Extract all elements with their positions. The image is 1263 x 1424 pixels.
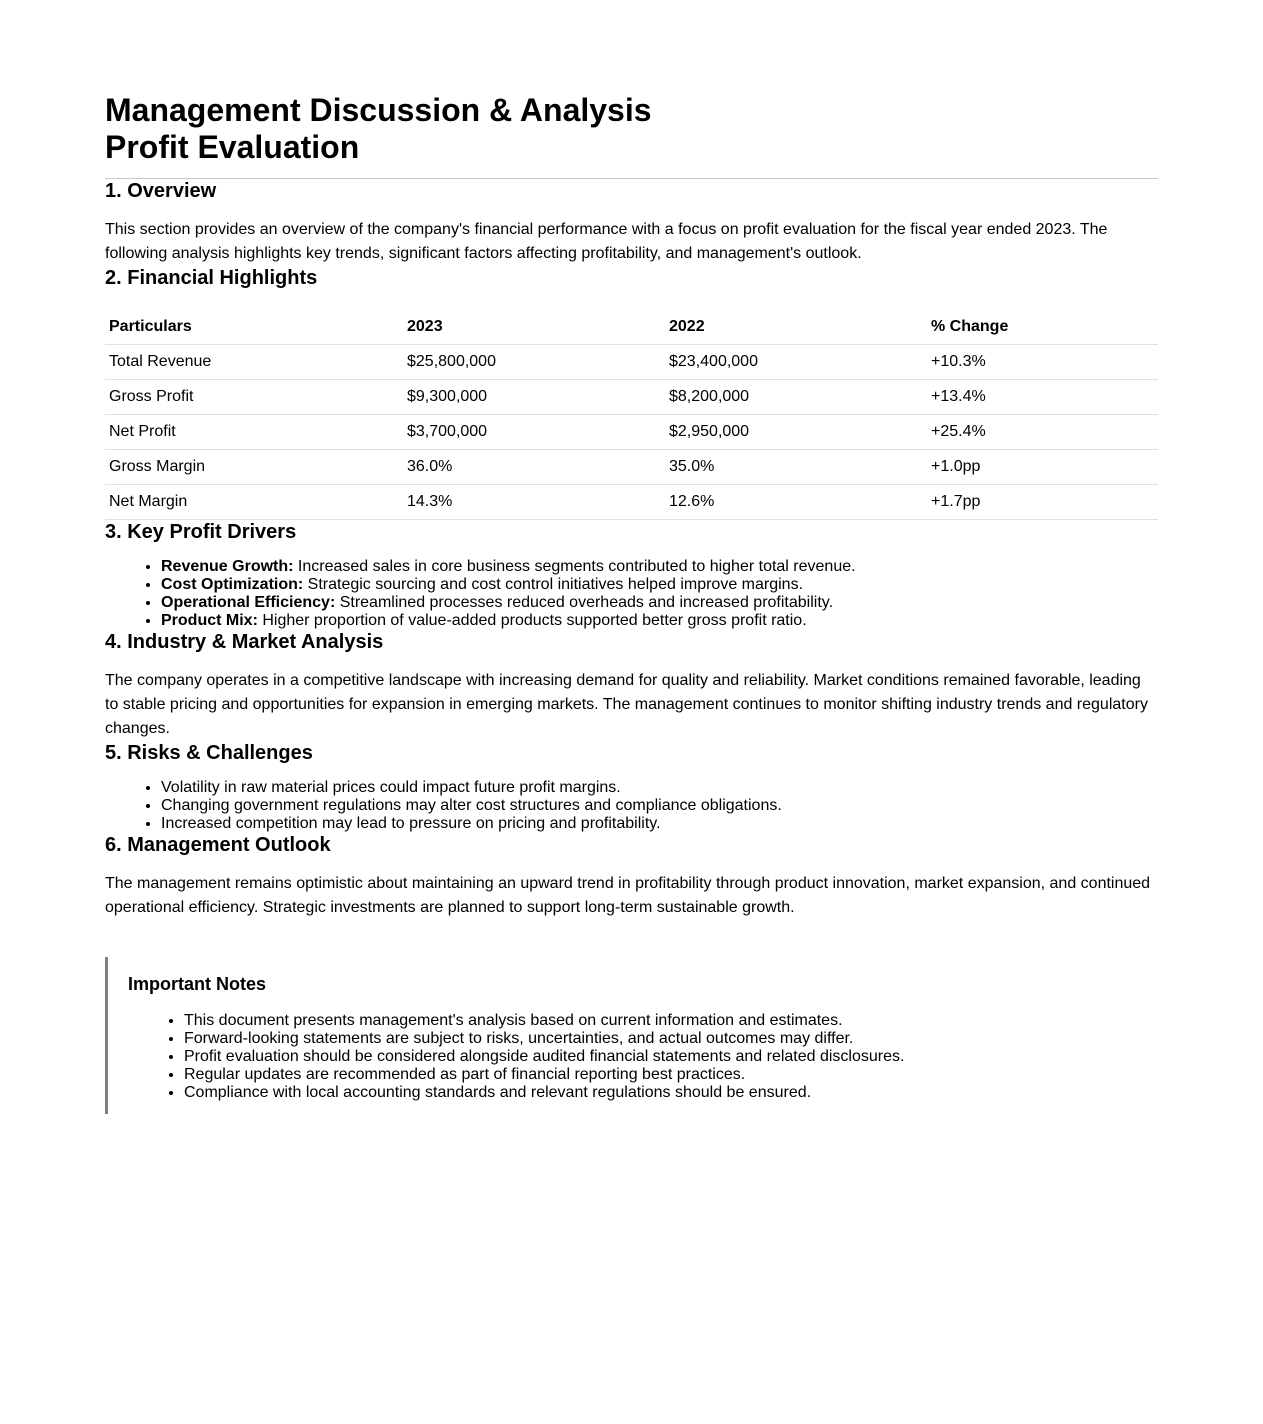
driver-text: Increased sales in core business segments contributed to higher total revenue. [293, 558, 856, 575]
outlook-heading: 6. Management Outlook [105, 834, 331, 856]
driver-label: Cost Optimization: [161, 576, 304, 593]
table-header-row [105, 310, 1158, 345]
industry-analysis-section [105, 630, 1158, 741]
driver-label: Product Mix: [161, 612, 258, 629]
table-cell: Gross Profit [105, 380, 403, 415]
list-item [161, 612, 1158, 630]
column-header-change: % Change [927, 310, 1158, 345]
outlook-text: The management remains optimistic about maintaining an upward trend in profitability through product innovation, market expansion, and continued operational efficiency. Strategic investments are planned to support long-term sustainable growth. [105, 875, 1151, 916]
list-item: • Forward-looking statements are subject to risks, uncertainties, and actual outcomes may differ. [184, 1030, 1158, 1048]
list-item: • This document presents management's analysis based on current information and estimates. [184, 1012, 1158, 1030]
important-notes-box [105, 957, 1158, 1114]
important-notes-list [128, 1012, 1158, 1102]
document-title: Management Discussion & Analysis [105, 92, 652, 128]
table-row [105, 345, 1158, 380]
table-cell: +10.3% [927, 345, 1158, 380]
profit-drivers-list [105, 558, 1158, 630]
driver-label: Operational Efficiency: [161, 594, 336, 611]
table-cell: $23,400,000 [665, 345, 927, 380]
table-cell: $2,950,000 [665, 415, 927, 450]
table-row [105, 450, 1158, 485]
table-cell: 14.3% [403, 485, 665, 520]
list-item: • Compliance with local accounting standards and relevant regulations should be ensured. [184, 1084, 1158, 1102]
table-cell: +25.4% [927, 415, 1158, 450]
driver-text: Higher proportion of value-added products supported better gross profit ratio. [257, 612, 807, 629]
table-cell: 12.6% [665, 485, 927, 520]
table-row [105, 485, 1158, 520]
list-item: • Volatility in raw material prices could impact future profit margins. [161, 779, 1158, 797]
table-row [105, 415, 1158, 450]
driver-text: Streamlined processes reduced overheads and increased profitability. [335, 594, 834, 611]
driver-label: Revenue Growth: [161, 558, 294, 575]
list-item [161, 576, 1158, 594]
key-profit-drivers-section [105, 520, 1158, 630]
table-cell: Net Profit [105, 415, 403, 450]
driver-text: Strategic sourcing and cost control initiatives helped improve margins. [303, 576, 804, 593]
column-header-2023: 2023 [403, 310, 665, 345]
list-item [161, 558, 1158, 576]
table-cell: $3,700,000 [403, 415, 665, 450]
financial-highlights-table [105, 310, 1158, 520]
table-cell: $9,300,000 [403, 380, 665, 415]
table-cell: +1.7pp [927, 485, 1158, 520]
list-item: • Regular updates are recommended as part of financial reporting best practices. [184, 1066, 1158, 1084]
table-cell: +13.4% [927, 380, 1158, 415]
financial-highlights-heading: 2. Financial Highlights [105, 267, 318, 289]
table-cell: Total Revenue [105, 345, 403, 380]
table-cell: $8,200,000 [665, 380, 927, 415]
table-row [105, 380, 1158, 415]
industry-analysis-text: The company operates in a competitive landscape with increasing demand for quality and reliability. Market conditions remained favorable, leading to stable pricing and opportunities for expansion in emerging markets. The management continues to monitor shifting industry trends and regulatory changes. [105, 672, 1148, 737]
risks-heading: 5. Risks & Challenges [105, 742, 313, 764]
industry-analysis-heading: 4. Industry & Market Analysis [105, 631, 384, 653]
table-cell: 36.0% [403, 450, 665, 485]
list-item: • Changing government regulations may alter cost structures and compliance obligations. [161, 797, 1158, 815]
column-header-particulars: Particulars [105, 310, 403, 345]
table-cell: Gross Margin [105, 450, 403, 485]
table-cell: $25,800,000 [403, 345, 665, 380]
table-cell: Net Margin [105, 485, 403, 520]
document-title-block [105, 92, 1158, 179]
table-cell: 35.0% [665, 450, 927, 485]
overview-text: This section provides an overview of the company's financial performance with a focus on profit evaluation for the fiscal year ended 2023. The following analysis highlights key trends, significant factors affecting profitability, and management's outlook. [105, 221, 1108, 262]
column-header-2022: 2022 [665, 310, 927, 345]
overview-heading: 1. Overview [105, 180, 217, 202]
table-cell: +1.0pp [927, 450, 1158, 485]
key-profit-drivers-heading: 3. Key Profit Drivers [105, 521, 297, 543]
important-notes-heading: Important Notes [128, 974, 267, 994]
list-item [161, 594, 1158, 612]
financial-highlights-section [105, 266, 1158, 520]
document-subtitle: Profit Evaluation [105, 129, 360, 165]
list-item: • Increased competition may lead to pressure on pricing and profitability. [161, 815, 1158, 833]
risks-list [105, 779, 1158, 833]
risks-section [105, 741, 1158, 833]
list-item: • Profit evaluation should be considered alongside audited financial statements and related disclosures. [184, 1048, 1158, 1066]
overview-section [105, 179, 1158, 266]
outlook-section [105, 833, 1158, 920]
